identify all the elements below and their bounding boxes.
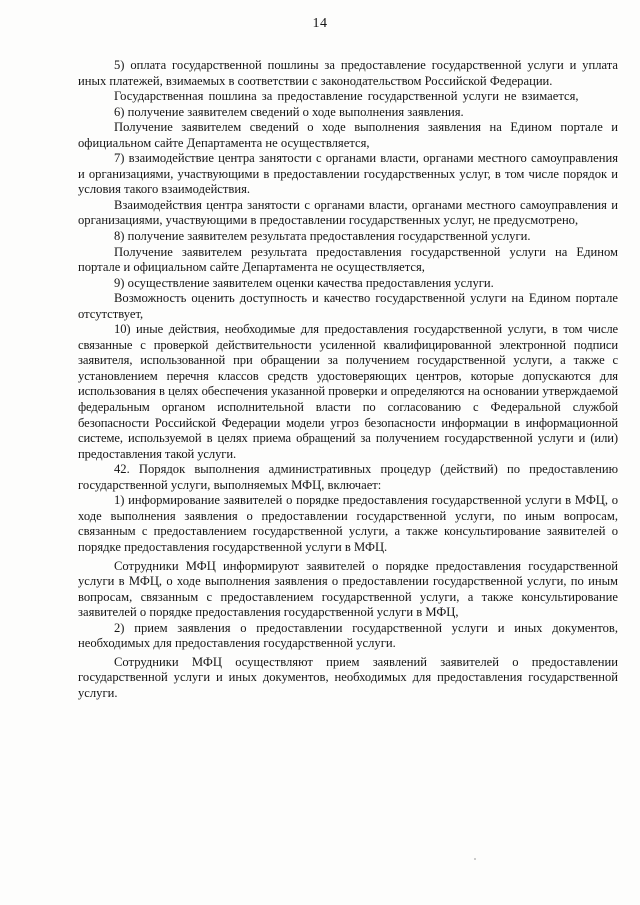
- paragraph-quality: Возможность оценить доступность и качество государственной услуги на Едином портале отсутствует,: [78, 291, 618, 321]
- paragraph-result: Получение заявителем результата предоставления государственной услуги на Едином портале и официальном сайте Департамента не осуществляется,: [78, 244, 618, 275]
- scan-speck: [474, 858, 476, 860]
- document-body: [78, 58, 618, 701]
- paragraph-item-10: 10) иные действия, необходимые для предоставления государственной услуги, в том числе связанные с проверкой действительности усиленной квалифицированной электронной подписи заявителя, использованной при обращении за получением государственной услуги, а также с установлением перечня классов средств удостоверяющих центров, которые допускаются для использования в целях обеспечения указанной проверки и определяются на основании утверждаемой федеральным органом исполнительной власти по согласованию с Федеральной службой безопасности Российской Федерации модели угроз безопасности информации в информационной системе, используемой в целях приема обращений за получением государственной услуги и (или) предоставления такой услуги.: [78, 322, 618, 461]
- paragraph-item-8: 8) получение заявителем результата предоставления государственной услуги.: [114, 229, 531, 244]
- paragraph-mfc-item-1: 1) информирование заявителей о порядке предоставления государственной услуги в МФЦ, о ходе выполнения заявления о предоставлении государственной услуги, по иным вопросам, связанным с предоставлением государственной услуги, а также консультирование заявителей о порядке предоставления государственной услуги в МФЦ.: [78, 493, 618, 554]
- page-number: 14: [312, 16, 328, 31]
- paragraph-item-7: 7) взаимодействие центра занятости с органами власти, органами местного самоуправления и организациями, участвующими в предоставлении государственных услуг, в том числе порядок и условия такого взаимодействия.: [78, 151, 618, 197]
- paragraph-state-fee: Государственная пошлина за предоставление государственной услуги не взимается,: [114, 89, 579, 104]
- paragraph-item-6: 6) получение заявителем сведений о ходе выполнения заявления.: [114, 104, 464, 119]
- paragraph-status-info: Получение заявителем сведений о ходе выполнения заявления на Едином портале и официальном сайте Департамента не осуществляется,: [78, 120, 618, 150]
- paragraph-item-5: 5) оплата государственной пошлины за предоставление государственной услуги и уплата иных платежей, взимаемых в соответствии с законодательством Российской Федерации.: [78, 58, 618, 88]
- paragraph-mfc-reception: Сотрудники МФЦ осуществляют прием заявлений заявителей о предоставлении государственной услуги и иных документов, необходимых для предоставления государственной услуги.: [78, 654, 618, 700]
- paragraph-mfc-inform: Сотрудники МФЦ информируют заявителей о порядке предоставления государственной услуги в МФЦ, о ходе выполнения заявления о предоставлении государственной услуги, по иным вопросам, связанным с предоставлением государственной услуги, а также консультирование заявителей о порядке предоставления государственной услуги в МФЦ,: [78, 558, 618, 620]
- paragraph-interaction: Взаимодействия центра занятости с органами власти, органами местного самоуправления и организациями, участвующими в предоставлении государственных услуг, не предусмотрено,: [78, 197, 618, 228]
- paragraph-item-9: 9) осуществление заявителем оценки качества предоставления услуги.: [114, 275, 494, 290]
- paragraph-mfc-item-2: 2) прием заявления о предоставлении государственной услуги и иных документов, необходимых для предоставления государственной услуги.: [78, 620, 618, 651]
- paragraph-section-42: 42. Порядок выполнения административных процедур (действий) по предоставлению государственной услуги, выполняемых МФЦ, включает:: [78, 462, 618, 492]
